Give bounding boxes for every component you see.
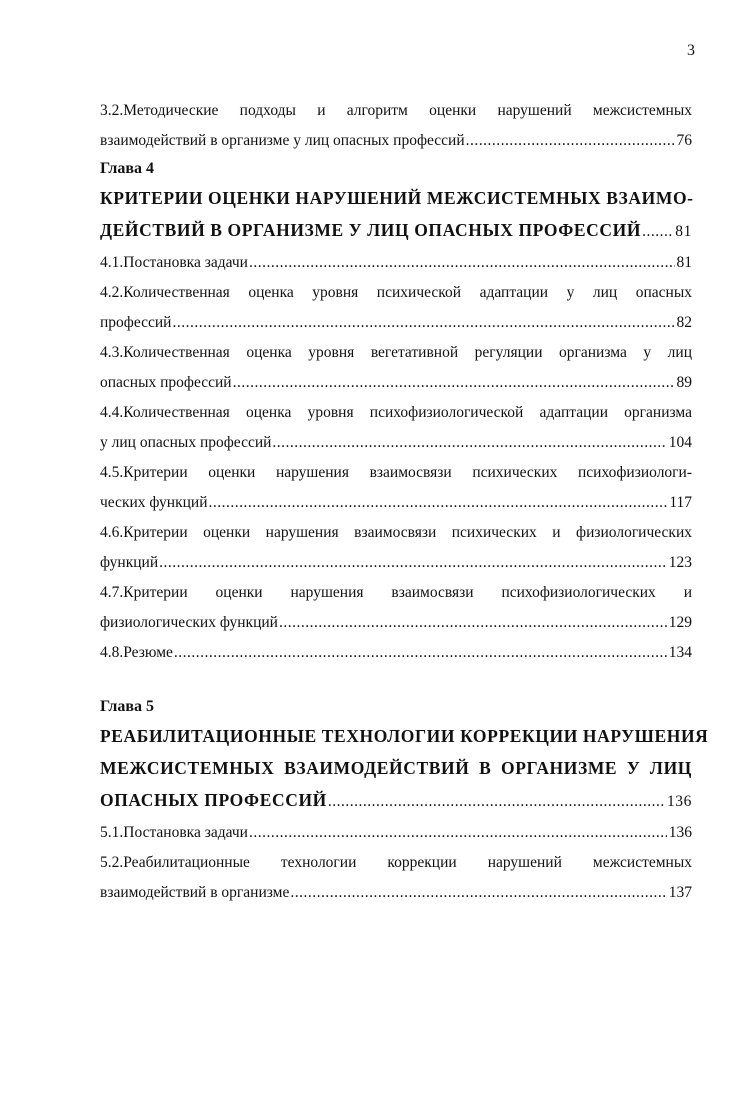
toc-entry-text: 5.2.Реабилитационные технологии коррекции нарушений межсистемных [100, 854, 692, 871]
chapter-title-line: ОПАСНЫХ ПРОФЕССИЙ [100, 790, 327, 810]
table-of-contents [100, 96, 709, 908]
toc-page-number: 136 [666, 793, 692, 810]
dot-leader [272, 428, 666, 458]
dot-leader [249, 248, 675, 278]
toc-entry-4-5 [100, 458, 692, 518]
dot-leader [174, 638, 667, 668]
toc-page-number: 136 [668, 824, 692, 841]
toc-entry-text-cont: у лиц опасных профессий [100, 434, 272, 451]
toc-page-number: 129 [668, 614, 692, 631]
toc-entry-text: 4.5.Критерии оценки нарушения взаимосвязи психических психофизиологи- [100, 464, 692, 481]
toc-page-number: 81 [676, 254, 692, 271]
toc-entry-4-7 [100, 578, 692, 638]
toc-entry-text: 4.6.Критерии оценки нарушения взаимосвязи психических и физиологических [100, 524, 692, 541]
toc-entry-text: 3.2.Методические подходы и алгоритм оценки нарушений межсистемных [100, 102, 692, 119]
toc-entry-5-2 [100, 848, 692, 908]
toc-entry-text: 5.1.Постановка задачи [100, 824, 248, 841]
dot-leader [328, 786, 665, 818]
dot-leader [249, 818, 667, 848]
toc-entry-text-cont: профессий [100, 314, 172, 331]
toc-entry-text: 4.1.Постановка задачи [100, 254, 248, 271]
toc-page-number: 123 [668, 554, 692, 571]
toc-entry-text: 4.2.Количественная оценка уровня психической адаптации у лиц опасных [100, 284, 692, 301]
toc-entry-text: 4.3.Количественная оценка уровня вегетативной регуляции организма у лиц [100, 344, 692, 361]
chapter-title-line: КРИТЕРИИ ОЦЕНКИ НАРУШЕНИЙ МЕЖСИСТЕМНЫХ ВЗАИМО- [100, 188, 694, 208]
toc-entry-text-cont: функций [100, 554, 159, 571]
toc-entry-3-2 [100, 96, 692, 156]
chapter-title-line: МЕЖСИСТЕМНЫХ ВЗАИМОДЕЙСТВИЙ В ОРГАНИЗМЕ У ЛИЦ [100, 758, 692, 778]
dot-leader [466, 126, 675, 156]
toc-page-number: 89 [676, 374, 692, 391]
toc-entry-4-6 [100, 518, 692, 578]
toc-entry-text-cont: физиологических функций [100, 614, 278, 631]
chapter-title [100, 182, 692, 248]
toc-entry-5-1 [100, 818, 692, 848]
toc-page-number: 82 [676, 314, 692, 331]
toc-entry-text: 4.8.Резюме [100, 644, 173, 661]
toc-entry-4-4 [100, 398, 692, 458]
toc-entry-4-3 [100, 338, 692, 398]
chapter-title [100, 720, 709, 818]
toc-entry-text: 4.7.Критерии оценки нарушения взаимосвязи психофизиологических и [100, 584, 692, 601]
toc-page-number: 117 [669, 494, 692, 511]
dot-leader [172, 308, 674, 338]
toc-entry-text-cont: взаимодействий в организме у лиц опасных профессий [100, 132, 465, 149]
dot-leader [209, 488, 668, 518]
toc-entry-text: 4.4.Количественная оценка уровня психофизиологической адаптации организма [100, 404, 692, 421]
dot-leader [233, 368, 675, 398]
dot-leader [290, 878, 666, 908]
dot-leader [279, 608, 667, 638]
toc-page-number: 81 [675, 223, 692, 240]
page-number: 3 [687, 42, 695, 59]
toc-page-number: 104 [668, 434, 692, 451]
toc-entry-text-cont: взаимодействий в организме [100, 884, 290, 901]
toc-page-number: 137 [668, 884, 692, 901]
toc-page-number: 76 [676, 132, 692, 149]
chapter-label: Глава 5 [100, 698, 154, 715]
toc-page-number: 134 [668, 644, 692, 661]
toc-entry-text-cont: ческих функций [100, 494, 208, 511]
toc-entry-4-1 [100, 248, 692, 278]
dot-leader [159, 548, 667, 578]
toc-entry-4-2 [100, 278, 692, 338]
chapter-label: Глава 4 [100, 160, 154, 177]
toc-entry-4-8 [100, 638, 692, 668]
toc-entry-text-cont: опасных профессий [100, 374, 232, 391]
dot-leader [642, 216, 673, 248]
chapter-title-line: ДЕЙСТВИЙ В ОРГАНИЗМЕ У ЛИЦ ОПАСНЫХ ПРОФЕССИЙ [100, 220, 642, 240]
chapter-title-line: РЕАБИЛИТАЦИОННЫЕ ТЕХНОЛОГИИ КОРРЕКЦИИ НАРУШЕНИЯ [100, 726, 709, 746]
